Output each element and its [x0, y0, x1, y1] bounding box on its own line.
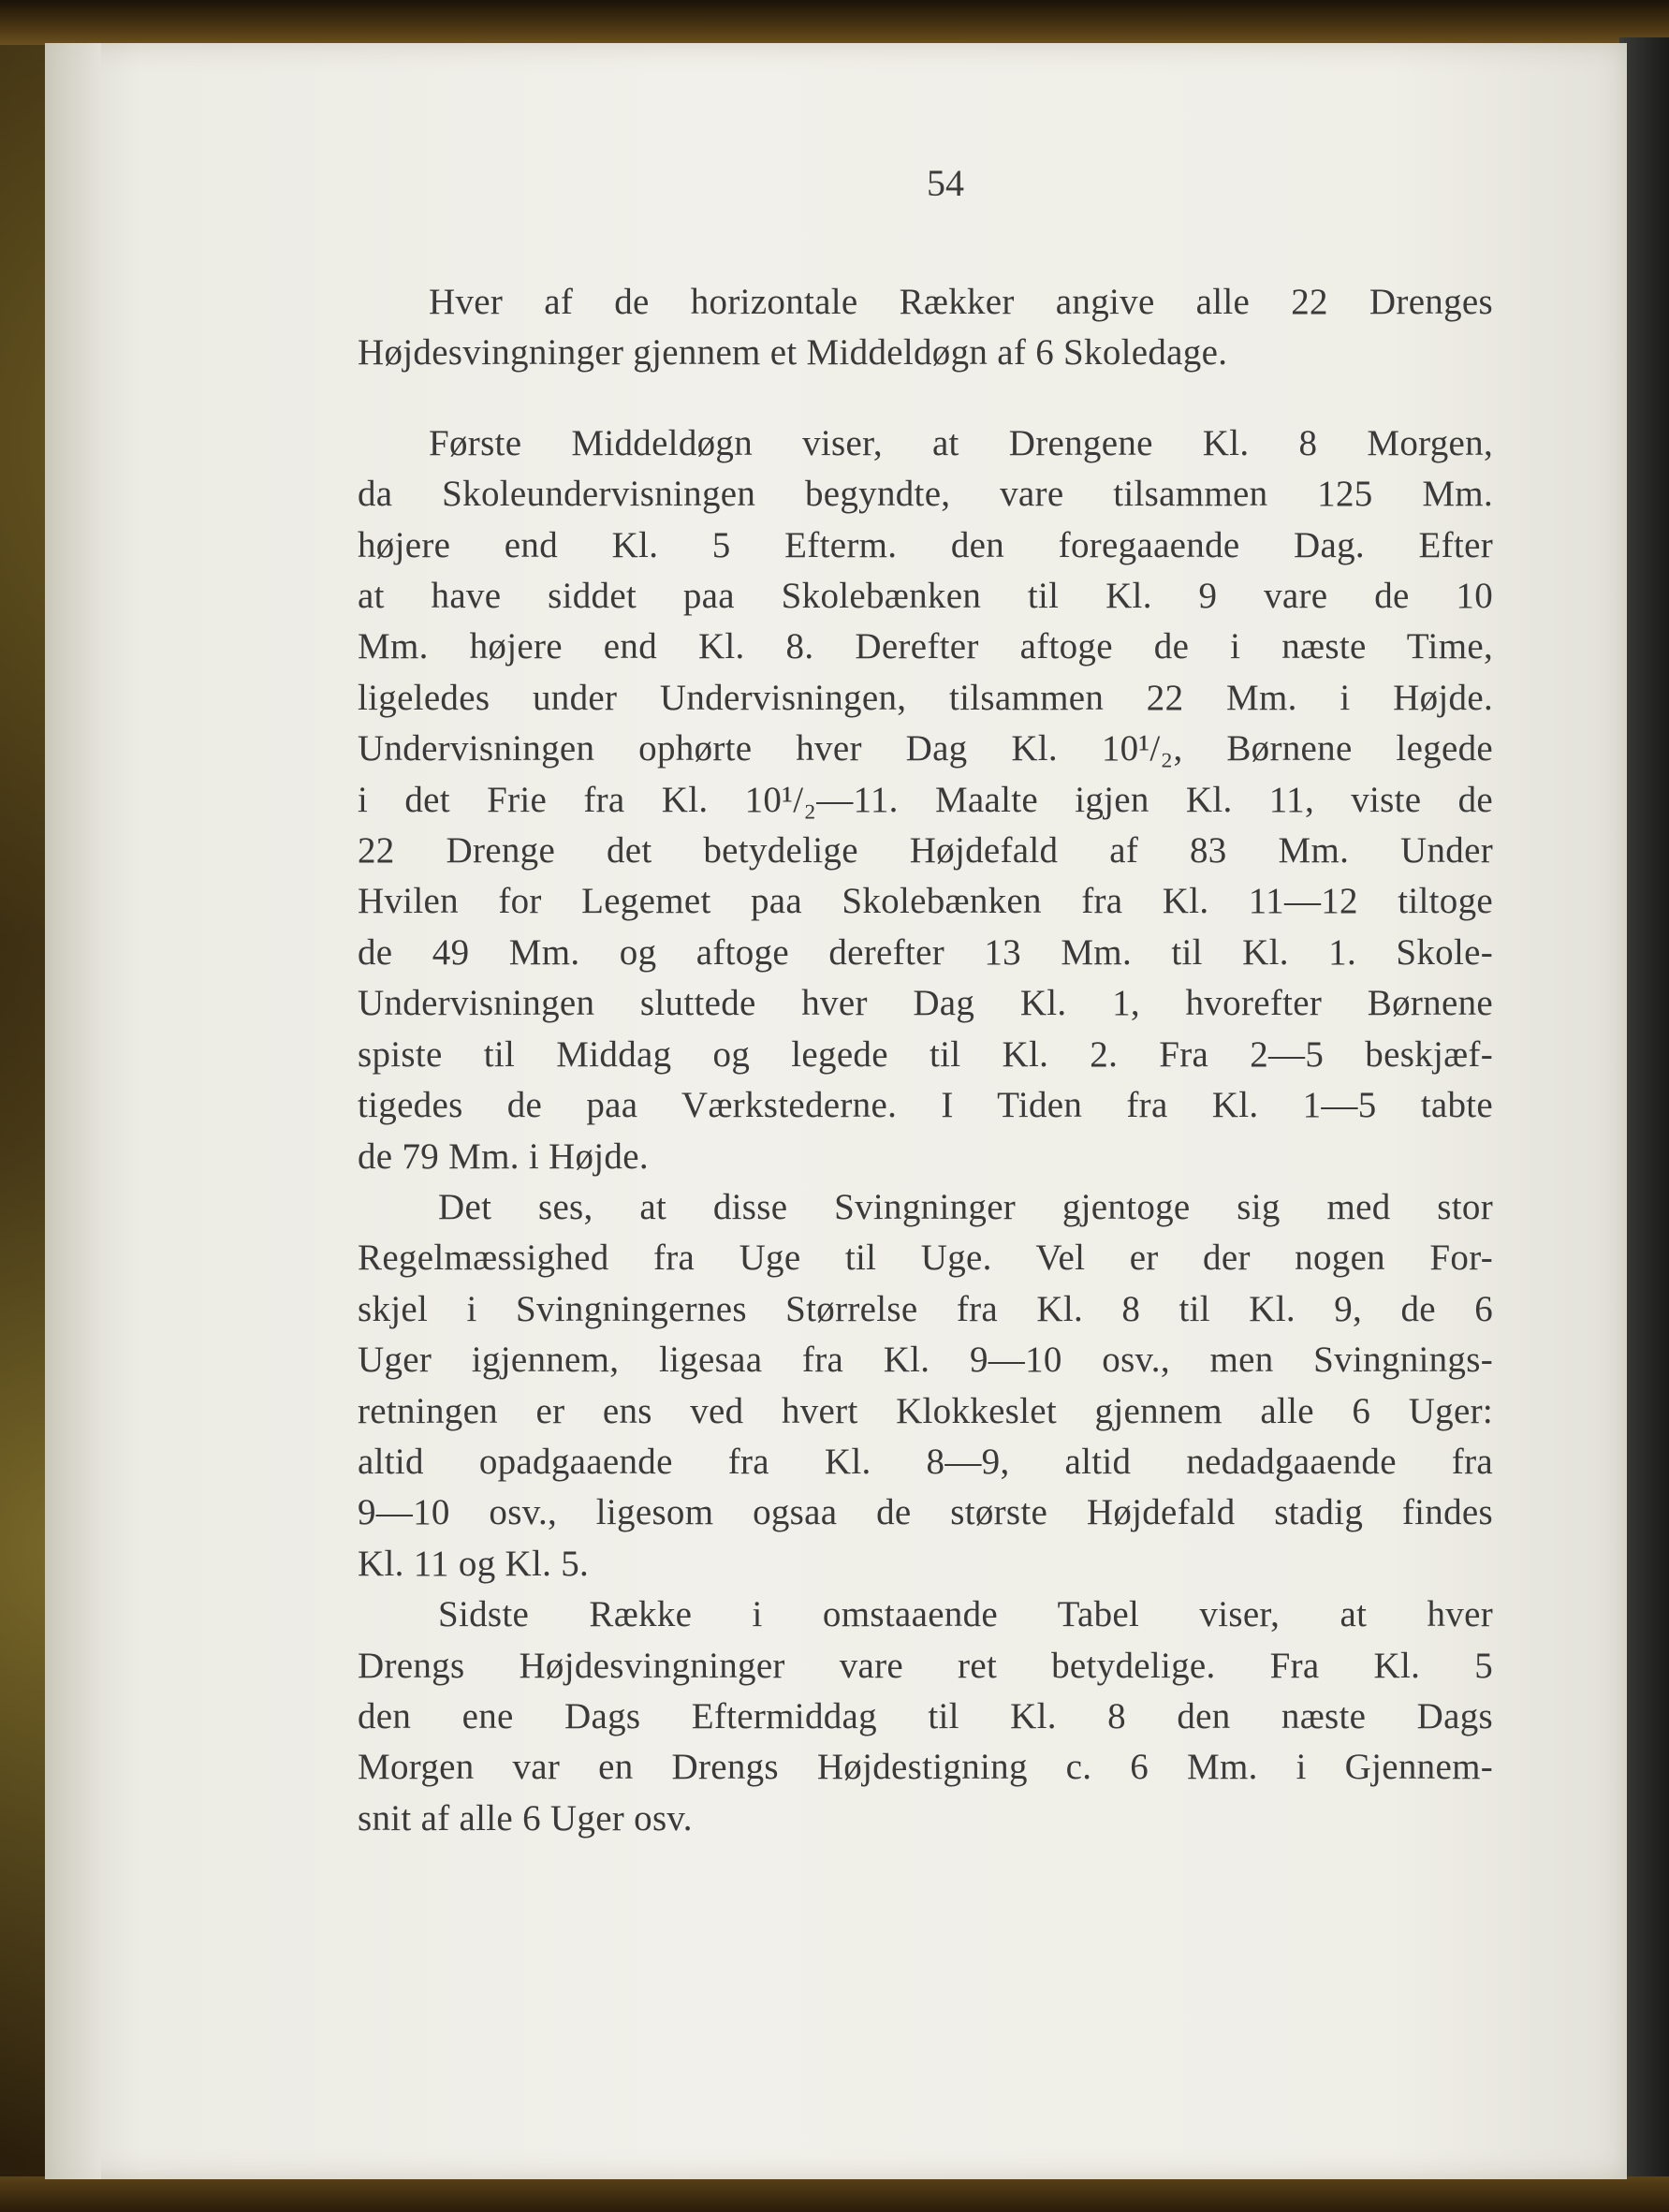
book-bottom-edge — [0, 2176, 1669, 2212]
text-line: Undervisningen sluttede hver Dag Kl. 1, hvorefter Børnene — [358, 983, 1493, 1024]
text-line: Uger igjennem, ligesaa fra Kl. 9—10 osv., men Svingnings- — [358, 1340, 1493, 1381]
page-gutter — [45, 43, 101, 2179]
text-line: Hvilen for Legemet paa Skolebænken fra Kl. 11—12 tiltoge — [358, 881, 1493, 922]
text-line: 9—10 osv., ligesom ogsaa de største Højdefald stadig findes — [358, 1492, 1493, 1533]
text-line: Morgen var en Drengs Højdestigning c. 6 Mm. i Gjennem- — [358, 1747, 1493, 1788]
text-line: retningen er ens ved hvert Klokkeslet gjennem alle 6 Uger: — [358, 1390, 1493, 1431]
text-line: Drengs Højdesvingninger vare ret betydelige. Fra Kl. 5 — [358, 1645, 1493, 1686]
text-line: Kl. 11 og Kl. 5. — [358, 1543, 590, 1584]
body-text — [358, 277, 1493, 1844]
paragraph-2 — [358, 418, 1493, 1182]
book-top-edge — [0, 0, 1669, 45]
text-line: snit af alle 6 Uger osv. — [358, 1797, 693, 1838]
text-line: Mm. højere end Kl. 8. Derefter aftoge de i næste Time, — [358, 626, 1493, 667]
text-line: de 79 Mm. i Højde. — [358, 1135, 649, 1177]
text-line: Regelmæssighed fra Uge til Uge. Vel er der nogen For- — [358, 1238, 1493, 1279]
text-line: den ene Dags Eftermiddag til Kl. 8 den næste Dags — [358, 1695, 1493, 1736]
text-line: da Skoleundervisningen begyndte, vare tilsammen 125 Mm. — [358, 474, 1493, 515]
text-line: Højdesvingninger gjennem et Middeldøgn af 6 Skoledage. — [358, 332, 1228, 374]
text-line: ligeledes under Undervisningen, tilsammen 22 Mm. i Højde. — [358, 677, 1493, 718]
text-line: skjel i Svingningernes Størrelse fra Kl. 8 til Kl. 9, de 6 — [358, 1288, 1493, 1329]
page-number: 54 — [927, 162, 964, 204]
text-line: højere end Kl. 5 Efterm. den foregaaende Dag. Efter — [358, 524, 1493, 565]
text-line: tigedes de paa Værkstederne. I Tiden fra Kl. 1—5 tabte — [358, 1085, 1493, 1126]
text-line: de 49 Mm. og aftoge derefter 13 Mm. til Kl. 1. Skole- — [358, 931, 1493, 973]
text-line: 22 Drenge det betydelige Højdefald af 83 Mm. Under — [358, 830, 1493, 872]
text-line: spiste til Middag og legede til Kl. 2. Fra 2—5 beskjæf- — [358, 1033, 1493, 1075]
text-line: Hver af de horizontale Rækker angive alle 22 Drenges — [429, 282, 1493, 322]
paragraph-3 — [358, 1182, 1493, 1589]
text-line: at have siddet paa Skolebænken til Kl. 9 vare de 10 — [358, 576, 1493, 617]
paragraph-4 — [358, 1589, 1493, 1844]
text-line: Første Middeldøgn viser, at Drengene Kl. 8 Morgen, — [429, 422, 1493, 463]
text-line: Undervisningen ophørte hver Dag Kl. 10¹/₂, Børnene legede — [358, 728, 1493, 769]
text-line: Sidste Række i omstaaende Tabel viser, at hver — [438, 1594, 1493, 1635]
paragraph-1 — [358, 277, 1493, 379]
text-line: Det ses, at disse Svingninger gjentoge sig med stor — [438, 1186, 1493, 1227]
text-line: i det Frie fra Kl. 10¹/₂—11. Maalte igjen Kl. 11, viste de — [358, 779, 1493, 820]
text-line: altid opadgaaende fra Kl. 8—9, altid nedadgaaende fra — [358, 1441, 1493, 1482]
